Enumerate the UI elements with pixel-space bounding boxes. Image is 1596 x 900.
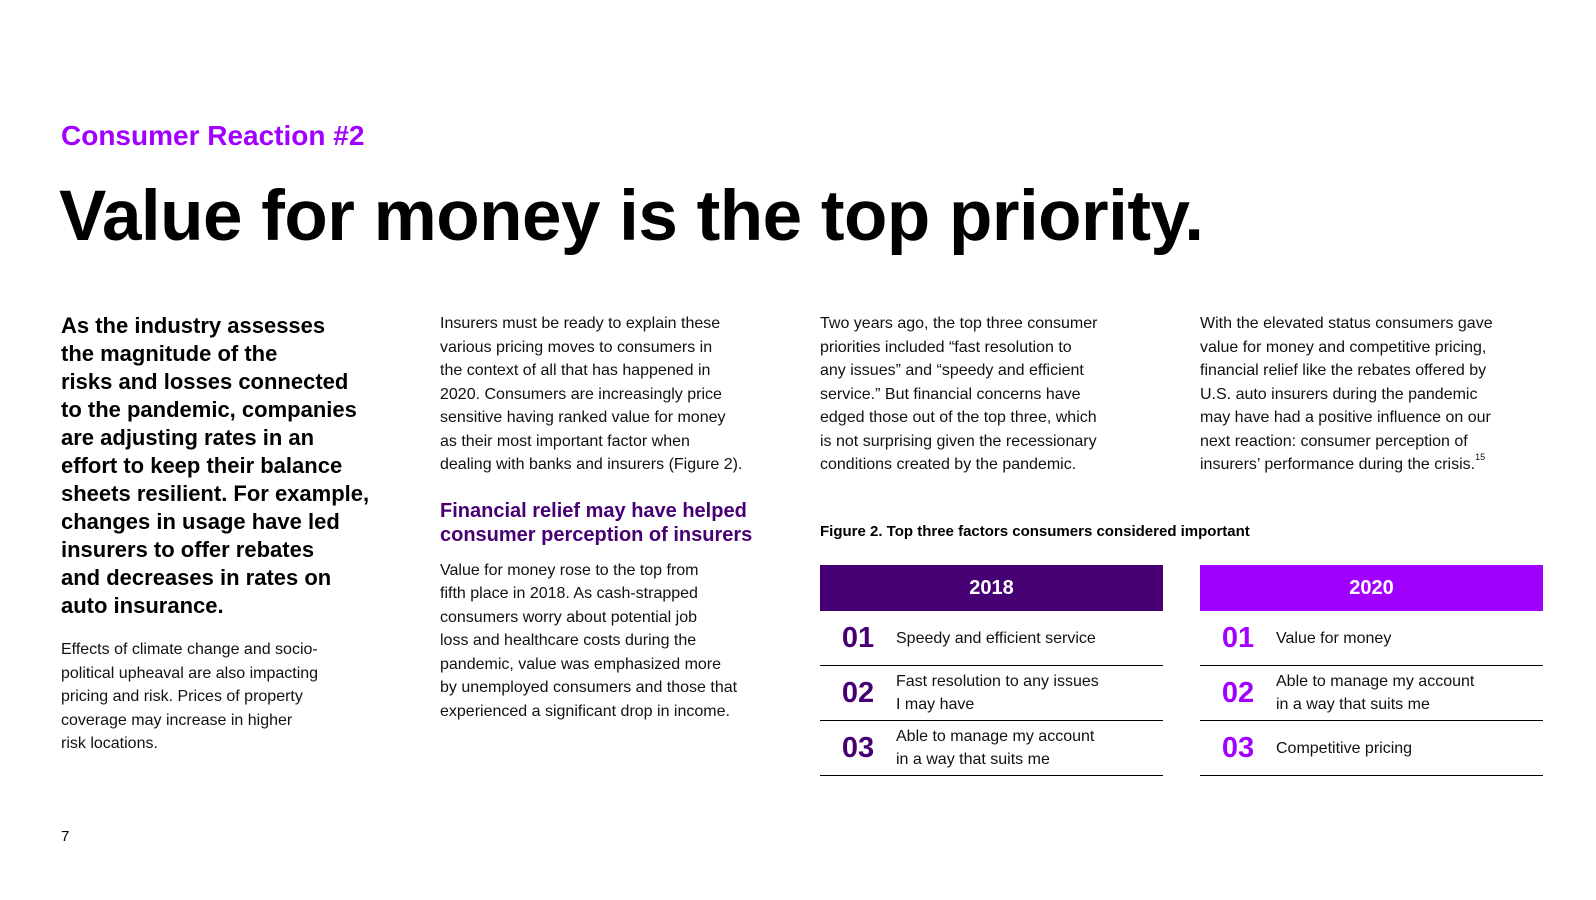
body-line: next reaction: consumer perception of	[1200, 432, 1468, 450]
body-line: may have had a positive influence on our	[1200, 409, 1491, 426]
column-3	[820, 312, 1160, 477]
table-row	[820, 721, 1163, 776]
section-kicker: Consumer Reaction #2	[61, 120, 365, 151]
body-line: Insurers must be ready to explain these	[440, 315, 721, 332]
table-row	[1200, 721, 1543, 776]
table-header-year: 2018	[820, 565, 1163, 611]
factor-line: Competitive pricing	[1276, 739, 1413, 757]
body-line: Effects of climate change and socio-	[61, 641, 318, 658]
body-line: loss and healthcare costs during the	[440, 632, 697, 649]
rank-number: 03	[841, 731, 875, 764]
lead-paragraph	[61, 312, 401, 620]
body-line: various pricing moves to consumers in	[440, 338, 713, 356]
factors-table-2020	[1200, 565, 1543, 776]
body-line: financial relief like the rebates offered by	[1200, 362, 1487, 379]
factor-label	[1276, 737, 1412, 760]
factor-label	[1276, 670, 1474, 716]
rank-number: 01	[841, 621, 875, 654]
body-paragraph	[61, 638, 401, 756]
body-line: conditions created by the pandemic.	[820, 456, 1077, 473]
lead-line: to the pandemic, companies	[61, 397, 357, 422]
table-row	[820, 666, 1163, 721]
body-line: by unemployed consumers and those that	[440, 679, 738, 696]
body-paragraph	[440, 312, 790, 477]
body-line: Value for money rose to the top from	[440, 561, 699, 579]
body-line: fifth place in 2018. As cash-strapped	[440, 585, 698, 602]
factor-line: Able to manage my account	[1276, 673, 1475, 690]
body-line: pandemic, value was emphasized more	[440, 655, 722, 673]
lead-line: and decreases in rates on	[61, 565, 332, 590]
lead-line: risks and losses connected	[61, 369, 349, 394]
lead-line: insurers to offer rebates	[61, 537, 315, 562]
body-line: coverage may increase in higher	[61, 711, 293, 729]
factor-line: I may have	[896, 696, 975, 713]
body-line: Two years ago, the top three consumer	[820, 315, 1098, 332]
footnote-marker: 15	[1475, 452, 1486, 462]
lead-line: auto insurance.	[61, 593, 224, 618]
factor-label	[896, 725, 1094, 771]
body-line: is not surprising given the recessionary	[820, 432, 1097, 450]
factor-label	[1276, 627, 1391, 650]
subheading-line: Financial relief may have helped	[440, 499, 747, 522]
subheading-line: consumer perception of insurers	[440, 523, 753, 546]
factor-label	[896, 627, 1096, 650]
body-line: insurers’ performance during the crisis.	[1200, 456, 1476, 473]
factor-line: in a way that suits me	[896, 751, 1050, 768]
column-4	[1200, 312, 1540, 477]
body-line: sensitive having ranked value for money	[440, 409, 726, 426]
body-line: as their most important factor when	[440, 432, 690, 450]
body-line: priorities included “fast resolution to	[820, 338, 1072, 356]
lead-line: As the industry assesses	[61, 313, 326, 338]
body-line: political upheaval are also impacting	[61, 664, 319, 682]
body-paragraph	[1200, 312, 1540, 477]
lead-line: are adjusting rates in an	[61, 425, 315, 450]
rank-number: 02	[1221, 676, 1255, 709]
figure-caption: Figure 2. Top three factors consumers considered important	[820, 523, 1250, 540]
body-paragraph	[820, 312, 1160, 477]
factor-line: Speedy and efficient service	[896, 629, 1096, 647]
body-line: risk locations.	[61, 735, 158, 752]
body-line: any issues” and “speedy and efficient	[820, 362, 1084, 379]
table-header-year: 2020	[1200, 565, 1543, 611]
body-line: service.” But financial concerns have	[820, 385, 1081, 403]
body-line: consumers worry about potential job	[440, 608, 698, 626]
factor-line: in a way that suits me	[1276, 696, 1430, 713]
body-line-with-footnote	[1200, 453, 1540, 477]
factor-label	[896, 670, 1099, 716]
body-line: dealing with banks and insurers (Figure 2).	[440, 456, 743, 473]
body-line: value for money and competitive pricing,	[1200, 338, 1487, 356]
body-line: experienced a significant drop in income.	[440, 702, 730, 720]
lead-line: the magnitude of the	[61, 341, 278, 366]
table-row	[1200, 666, 1543, 721]
body-line: pricing and risk. Prices of property	[61, 688, 303, 705]
page-number: 7	[61, 828, 70, 845]
factor-line: Fast resolution to any issues	[896, 673, 1099, 690]
body-line: 2020. Consumers are increasingly price	[440, 385, 722, 403]
rank-number: 02	[841, 676, 875, 709]
table-row	[1200, 611, 1543, 666]
body-line: U.S. auto insurers during the pandemic	[1200, 385, 1478, 403]
rank-number: 01	[1221, 621, 1255, 654]
lead-line: effort to keep their balance	[61, 453, 343, 478]
table-row	[820, 611, 1163, 666]
lead-line: sheets resilient. For example,	[61, 481, 370, 506]
lead-line: changes in usage have led	[61, 509, 340, 534]
subheading	[440, 499, 790, 547]
factors-table-2018	[820, 565, 1163, 776]
body-line: With the elevated status consumers gave	[1200, 315, 1493, 332]
factor-line: Able to manage my account	[896, 728, 1095, 745]
body-line: the context of all that has happened in	[440, 362, 711, 379]
page-headline: Value for money is the top priority.	[59, 177, 1204, 256]
body-line: edged those out of the top three, which	[820, 409, 1097, 426]
column-2	[440, 312, 790, 723]
column-1	[61, 312, 401, 756]
body-paragraph	[440, 559, 790, 724]
rank-number: 03	[1221, 731, 1255, 764]
factor-line: Value for money	[1276, 629, 1392, 647]
